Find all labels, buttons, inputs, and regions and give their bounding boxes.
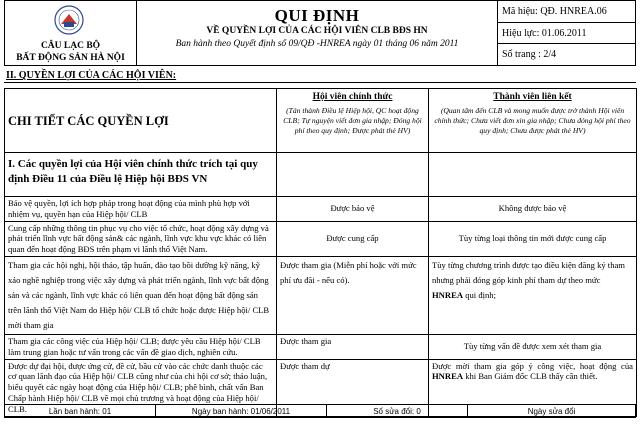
benefits-table	[4, 88, 637, 417]
row-detail: Tham gia các hội nghị, hội thảo, tập huấn, đào tạo bồi dưỡng kỹ năng, kỹ xảo nghề nghiệp trong việc xây dựng và phát triển ngành, lĩnh vực bất động sản và các ngành, lĩnh vực khác có liên quan đến hoạt động bất động sản trên lãnh thổ Việt Nam do Hiệp hội/ CLB tổ chức hoặc được Hiệp hội/ CLB mời tham gia	[5, 256, 277, 334]
row-associate: Tùy từng loại thông tin mới được cung cấp	[429, 221, 637, 256]
section1-row	[5, 153, 637, 197]
doc-effective-date: Hiệu lực: 01.06.2011	[498, 23, 635, 45]
row-associate	[429, 256, 637, 334]
row-detail: Tham gia các công việc của Hiệp hội/ CLB; được yêu cầu Hiệp hội/ CLB làm trung gian hoặc tư vấn trong các vấn đề giao dịch, nghiên cứu.	[5, 334, 277, 359]
row-official: Được bảo vệ	[277, 197, 429, 222]
row-detail: Bảo vệ quyền, lợi ích hợp pháp trong hoạt động của mình phù hợp với nhiệm vụ, quyền hạn của Hiệp hội/ CLB	[5, 197, 277, 222]
footer-issue-date: Ngày ban hành: 01/06/2011	[156, 405, 327, 417]
row-detail: Cung cấp những thông tin phục vụ cho việc tổ chức, hoạt động xây dựng và phát triển lĩnh vực bất động sản& các ngành, lĩnh vực khu vực khác có liên quan đến hoạt động BĐS trên phạm vi lãnh thổ Việt Nam.	[5, 221, 277, 256]
doc-page-number: Số trang : 2/4	[502, 49, 557, 61]
associate-member-note: (Quan tâm đến CLB và mong muốn được trở thành Hội viên chính thức; Chưa viết đơn xin gia nhập; Chưa đóng hội phí theo quy định; Chưa được phát thẻ HV)	[434, 105, 631, 135]
document-footer	[4, 404, 636, 418]
document-meta	[498, 1, 635, 65]
section-title: II. QUYỀN LỢI CỦA CÁC HỘI VIÊN:	[6, 70, 177, 81]
official-member-note: (Tán thành Điều lệ Hiệp hội, QC hoạt động CLB; Tự nguyện viết đơn gia nhập; Đóng hội phí theo quy định; Được phát thẻ HV)	[283, 105, 422, 135]
issue-decision: Ban hành theo Quyết định số 09/QĐ -HNREA ngày 01 tháng 06 năm 2011	[175, 39, 459, 49]
club-name-line2: BẤT ĐỘNG SẢN HÀ NỘI	[16, 53, 125, 63]
row-official: Được tham gia	[277, 334, 429, 359]
club-name-line1: CÂU LẠC BỘ	[40, 41, 101, 51]
header-title-block	[137, 1, 498, 65]
document-subtitle: VỀ QUYỀN LỢI CỦA CÁC HỘI VIÊN CLB BĐS HN	[206, 26, 428, 36]
section1-empty-official	[277, 153, 429, 197]
table-row	[5, 334, 637, 359]
row-associate: Không được bảo vệ	[429, 197, 637, 222]
row-official: Được tham dự	[277, 359, 429, 416]
club-logo-icon	[49, 4, 89, 38]
associate-text: Được mời tham gia góp ý công việc, hoạt động của	[432, 360, 633, 371]
table-row	[5, 256, 637, 334]
footer-revision: Số sửa đổi: 0	[327, 405, 468, 417]
club-logo-block	[5, 1, 137, 65]
doc-code: Mã hiệu: QĐ. HNREA.06	[498, 1, 635, 23]
column-header-detail: CHI TIẾT CÁC QUYỀN LỢI	[5, 89, 277, 153]
footer-edition: Lần ban hành: 01	[5, 405, 156, 417]
official-member-title: Hội viên chính thức	[312, 92, 393, 102]
table-row	[5, 197, 637, 222]
hnrea-brand: HNREA	[432, 289, 464, 300]
row-detail: Được dự đại hội, được ứng cử, đề cử, bầu cử vào các chức danh thuộc các cơ quan lãnh đạo của Hiệp hội/ CLB cũng như của chi hội cơ sở; thảo luận, biểu quyết các ngày hoạt động của Hiệp hội/ CLB; phê bình, chất vấn Ban Chấp hành Hiệp hội/ CLB về mọi chủ trương và hoạt động của Hiệp hội/ CLB.	[5, 359, 277, 416]
column-header-associate	[429, 89, 637, 153]
footer-revision-date: Ngày sửa đổi	[527, 406, 576, 416]
associate-text-end: qui định;	[463, 289, 496, 300]
document-header	[4, 0, 636, 66]
hnrea-brand: HNREA	[432, 371, 464, 382]
row-official: Được tham gia (Miễn phí hoặc với mức phí ưu đãi - nếu có).	[277, 256, 429, 334]
row-official: Được cung cấp	[277, 221, 429, 256]
section1-heading: I. Các quyền lợi của Hội viên chính thức trích tại quy định Điều 11 của Điều lệ Hiệp hội BĐS VN	[5, 153, 277, 197]
section-divider	[4, 82, 636, 83]
section1-empty-associate	[429, 153, 637, 197]
row-associate: Tùy từng vấn đề được xem xét tham gia	[429, 334, 637, 359]
table-header-row	[5, 89, 637, 153]
column-header-official	[277, 89, 429, 153]
associate-text: Tùy từng chương trình được tạo điều kiện đăng ký tham nhưng phải đóng góp kinh phí tham dự theo mức	[432, 259, 625, 285]
document-title: QUI ĐỊNH	[274, 6, 360, 25]
associate-text-end: khi Ban Giám đốc CLB thấy cần thiết.	[463, 371, 598, 382]
table-row	[5, 221, 637, 256]
associate-member-title: Thành viên liên kết	[493, 92, 572, 102]
